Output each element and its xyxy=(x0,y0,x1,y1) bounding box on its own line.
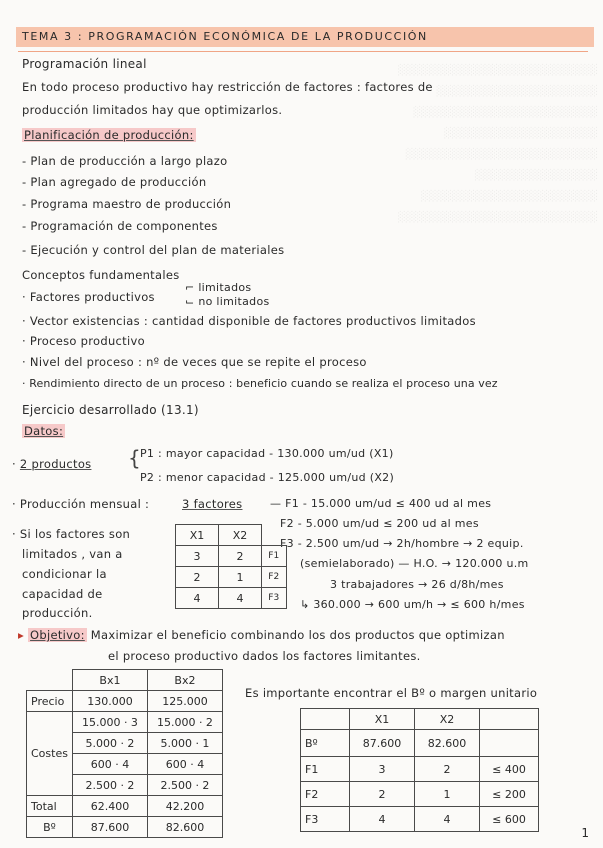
concepto-item: · Vector existencias : cantidad disponible de factores productivos limitados xyxy=(22,314,476,328)
limit-text: producción. xyxy=(22,606,93,620)
table-row xyxy=(176,546,287,567)
planif-item: - Plan agregado de producción xyxy=(22,175,207,189)
table-cell: 2 xyxy=(415,757,480,782)
table-cell: 1 xyxy=(219,567,262,588)
conceptos-heading: Conceptos fundamentales xyxy=(22,268,180,282)
table-cell: 62.400 xyxy=(72,796,147,817)
table-cell: 130.000 xyxy=(72,691,147,712)
table-cell: F2 xyxy=(262,567,287,588)
table-header: X1 xyxy=(350,709,415,730)
limit-text: condicionar la xyxy=(22,567,107,581)
table-row xyxy=(176,588,287,609)
factores-item: · Factores productivos xyxy=(22,290,155,304)
p1-line: P1 : mayor capacidad - 130.000 um/ud (X1) xyxy=(140,447,394,460)
f3-detail-1: (semielaborado) — H.O. → 120.000 u.m xyxy=(300,557,529,570)
table-cell: Total xyxy=(27,796,73,817)
table-cell: 1 xyxy=(415,782,480,807)
table-cell: 4 xyxy=(219,588,262,609)
page-title: TEMA 3 : PROGRAMACIÓN ECONÓMICA DE LA PRODUCCIÓN xyxy=(16,27,594,47)
objetivo-line-2: el proceso productivo dados los factores limitantes. xyxy=(108,649,421,663)
table-cell: 125.000 xyxy=(147,691,222,712)
limit-text: · Si los factores son xyxy=(12,527,131,541)
page-number: 1 xyxy=(581,826,589,840)
table-cell: F1 xyxy=(301,757,350,782)
datos-label-text: Datos: xyxy=(24,424,64,438)
table-cell: 4 xyxy=(415,807,480,832)
table-cell: 15.000 · 3 xyxy=(72,712,147,733)
table-cell: F1 xyxy=(262,546,287,567)
title-underline xyxy=(18,51,588,52)
table-cell: ≤ 200 xyxy=(480,782,539,807)
table-cell: 3 xyxy=(176,546,219,567)
intro-line-1: En todo proceso productivo hay restricción de factores : factores de xyxy=(22,80,433,94)
table-cell: 82.600 xyxy=(415,730,480,757)
table-header xyxy=(480,709,539,730)
table-cell: 2.500 · 2 xyxy=(147,775,222,796)
table-cell: 87.600 xyxy=(72,817,147,838)
f2-line: F2 - 5.000 um/ud ≤ 200 ud al mes xyxy=(280,517,479,530)
table-row xyxy=(27,796,223,817)
table-row xyxy=(27,670,223,691)
f3-detail-3: ↳ 360.000 → 600 um/h → ≤ 600 h/mes xyxy=(300,598,525,611)
table-cell: 2 xyxy=(219,546,262,567)
table-row xyxy=(301,807,539,832)
factores-count: 3 factores xyxy=(182,497,243,511)
table-cell: F3 xyxy=(301,807,350,832)
table-cell: 2.500 · 2 xyxy=(72,775,147,796)
productos-label: · 2 productos xyxy=(12,457,92,471)
small-factor-table xyxy=(175,524,287,609)
datos-label xyxy=(22,424,65,438)
planif-item: - Plan de producción a largo plazo xyxy=(22,154,228,168)
limit-text: capacidad de xyxy=(22,587,103,601)
table-cell: 15.000 · 2 xyxy=(147,712,222,733)
concepto-item: · Rendimiento directo de un proceso : beneficio cuando se realiza el proceso una vez xyxy=(22,377,498,390)
importante-line: Es importante encontrar el Bº o margen unitario xyxy=(245,686,538,700)
table-cell: Bº xyxy=(27,817,73,838)
table-row xyxy=(27,691,223,712)
table-row xyxy=(27,712,223,733)
table-row xyxy=(176,525,287,546)
table-cell: 3 xyxy=(350,757,415,782)
planif-item: - Programación de componentes xyxy=(22,219,218,233)
arrow-icon: ▸ xyxy=(18,628,25,642)
table-cell: 87.600 xyxy=(350,730,415,757)
table-cell: 600 · 4 xyxy=(72,754,147,775)
factores-opt-1: ⌐ limitados xyxy=(185,281,252,294)
table-cell: Bº xyxy=(301,730,350,757)
table-row xyxy=(301,730,539,757)
table-cell: Precio xyxy=(27,691,73,712)
table-header: X2 xyxy=(415,709,480,730)
planif-heading-text: Planificación de producción: xyxy=(24,128,194,142)
concepto-item: · Nivel del proceso : nº de veces que se repite el proceso xyxy=(22,355,367,369)
intro-line-2: producción limitados hay que optimizarlos. xyxy=(22,103,283,117)
table-cell: ≤ 400 xyxy=(480,757,539,782)
table-cell: 2 xyxy=(350,782,415,807)
p2-line: P2 : menor capacidad - 125.000 um/ud (X2) xyxy=(140,471,395,484)
limit-text: limitados , van a xyxy=(22,547,123,561)
objetivo-line-1: ▸ Objetivo: Maximizar el beneficio combinando los dos productos que optimizan xyxy=(18,628,505,642)
table-header xyxy=(27,670,73,691)
objetivo-label: Objetivo: xyxy=(30,628,85,642)
table-header: Bx2 xyxy=(147,670,222,691)
table-row xyxy=(27,817,223,838)
costs-table xyxy=(26,669,223,838)
table-cell: 4 xyxy=(176,588,219,609)
table-row xyxy=(301,757,539,782)
table-row xyxy=(176,567,287,588)
table-cell: 2 xyxy=(176,567,219,588)
table-cell: 82.600 xyxy=(147,817,222,838)
table-cell: F2 xyxy=(301,782,350,807)
table-cell: ≤ 600 xyxy=(480,807,539,832)
table-header xyxy=(262,525,287,546)
planif-item: - Programa maestro de producción xyxy=(22,197,232,211)
f3-detail-2: 3 trabajadores → 26 d/8h/mes xyxy=(330,578,504,591)
factores-opt-2: ⌙ no limitados xyxy=(185,295,270,308)
table-header: X1 xyxy=(176,525,219,546)
table-row xyxy=(301,709,539,730)
planif-item: - Ejecución y control del plan de materiales xyxy=(22,243,285,257)
table-cell: 5.000 · 1 xyxy=(147,733,222,754)
table-header xyxy=(301,709,350,730)
table-cell xyxy=(480,730,539,757)
table-header: Bx1 xyxy=(72,670,147,691)
table-header: X2 xyxy=(219,525,262,546)
section-lineal: Programación lineal xyxy=(22,57,147,71)
f1-line: — F1 - 15.000 um/ud ≤ 400 ud al mes xyxy=(270,497,492,510)
concepto-item: · Proceso productivo xyxy=(22,334,145,348)
table-cell: 600 · 4 xyxy=(147,754,222,775)
table-cell: F3 xyxy=(262,588,287,609)
ejercicio-title: Ejercicio desarrollado (13.1) xyxy=(22,403,199,417)
bleed-through-text: ░░░░░░░░░░░░░░░░░░░░░░░░░░ ░░░░░░░░░░░░░░░░░░░░░ ░░░░░░░░░░░░░░░░░░░░░░░░ ░░░░░░░░░░░░░░░░░░░░ ░░░░░░░░░░░░░░░░░░░░░░░░░ ░░░░░░░░░░░░░░░░ ░░░░░░░░░░░░░░░░░░░░░░░ ░░░░░░░░░░░░░░░░░░░░░░░░░░ xyxy=(397,65,597,223)
brace-icon: { xyxy=(128,446,142,470)
table-cell: 42.200 xyxy=(147,796,222,817)
table-cell: 5.000 · 2 xyxy=(72,733,147,754)
table-row xyxy=(301,782,539,807)
planif-heading xyxy=(22,128,196,142)
table-cell: 4 xyxy=(350,807,415,832)
table-cell: Costes xyxy=(27,712,73,796)
f3-line: F3 - 2.500 um/ud → 2h/hombre → 2 equip. xyxy=(280,537,524,550)
produccion-label: · Producción mensual : xyxy=(12,497,150,511)
bo-table xyxy=(300,708,539,832)
